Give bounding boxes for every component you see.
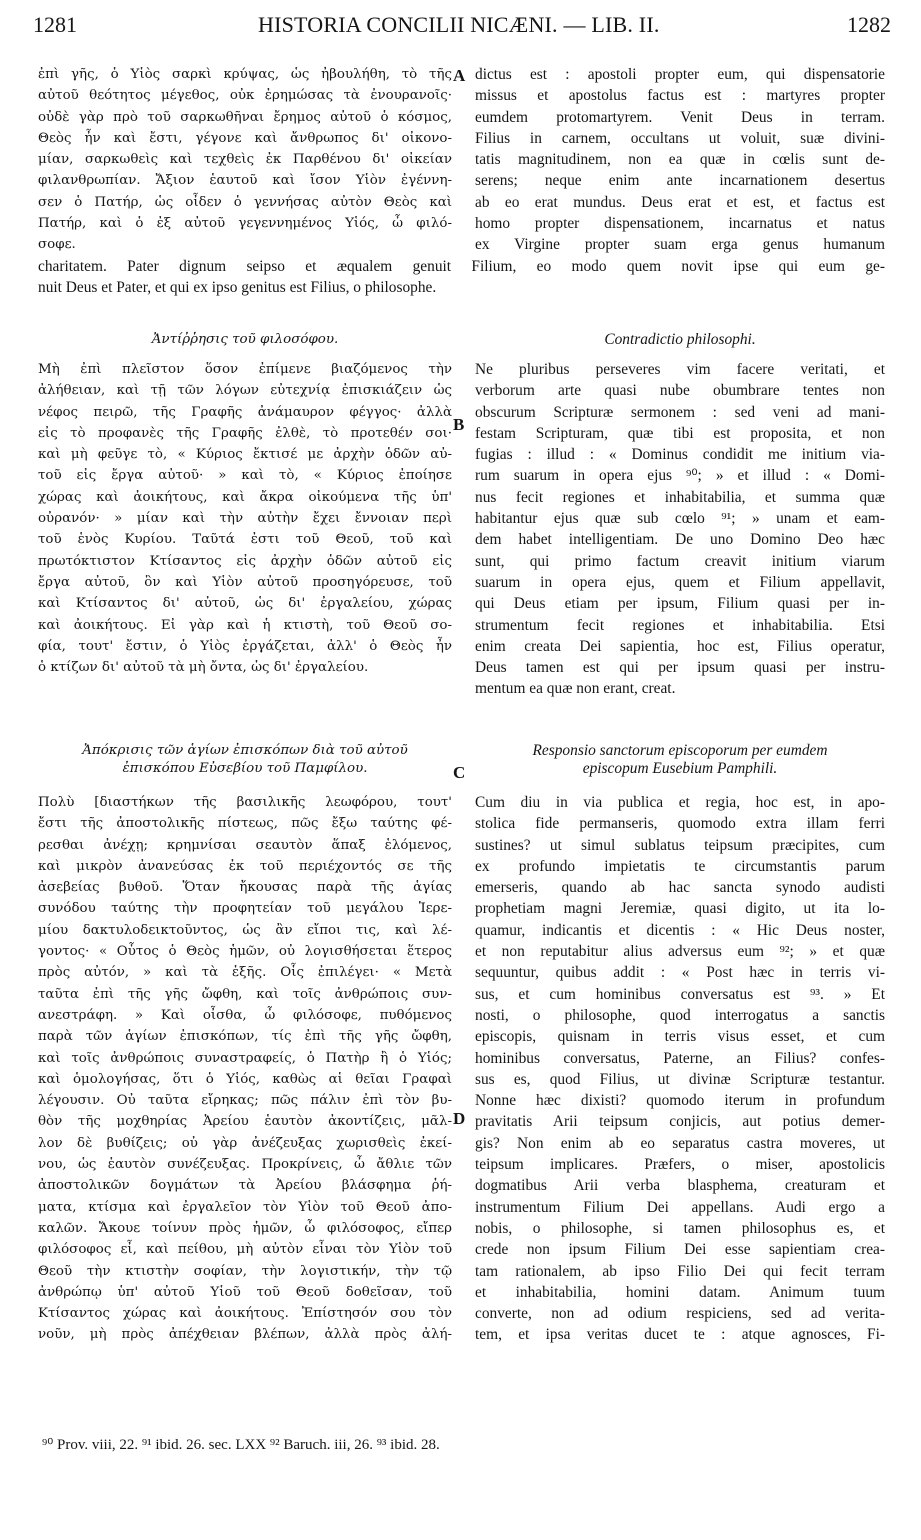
text-line: sunt, qui primo factum creavit initium viarum <box>475 552 885 570</box>
title-line: episcopum Eusebium Pamphili. <box>582 759 778 777</box>
text-line: πρὸς αὐτόν, » καὶ τὰ ἑξῆς. Οἷς ἐπιλέγει· « Μετὰ <box>38 965 452 981</box>
text-line: εἰς τὸ προφανὲς τῆς Γραφῆς ἐλθὲ, τὸ προτεθέν σοι· <box>38 425 452 441</box>
text-line: Deus tamen est qui per ipsum quasi per instru- <box>475 659 885 677</box>
text-line: ὁ κτίζων δι' αὐτοῦ τὰ μὴ ὄντα, ὡς δι' ἐργαλείου. <box>38 660 369 676</box>
text-line: quamur, indicantis et dicentis : « Hic Deus noster, <box>475 921 885 939</box>
text-line: τοῦ εἰς ἔργα αὐτοῦ· » καὶ τὸ, « Κύριος ἐποίησε <box>38 468 452 484</box>
running-title: HISTORIA CONCILII NICÆNI. — LIB. II. <box>258 12 660 37</box>
latin-section-title-1: Contradictio philosophi. <box>604 331 756 348</box>
text-line: αὐτοῦ θεότητος μέγεθος, οὐκ ἐρημώσας τὰ ἐνουρανοῖς· <box>38 88 452 104</box>
text-line: πρωτόκτιστον Κτίσαντος εἰς ἀρχὴν ὁδῶν αὐτοῦ εἰς <box>38 553 452 569</box>
text-line: episcopis, quisnam in terris visus esset, et cum <box>475 1028 885 1046</box>
text-line: καὶ Κτίσαντος δι' αὐτοῦ, ὡς δι' ἐργαλείου, χώρας <box>38 596 452 612</box>
text-line: rum suarum in opera ejus ⁹⁰; » et illud : « Domi- <box>475 467 885 485</box>
text-line: Θεοῦ τὴν κτιστὴν σοφίαν, τὴν λογιστικήν, τὴν τῷ <box>38 1263 452 1279</box>
text-line: καὶ μικρὸν ἀνανεύσας ἐκ τοῦ περιέχοντός σε τῆς <box>38 858 452 874</box>
text-line: παρὰ τῶν ἁγίων ἐπισκόπων, τίς ἐπὶ τῆς γῆς ὤφθη, <box>38 1029 452 1045</box>
text-line: strumentum fecit regiones et inhabitabilia. Etsi <box>475 616 885 634</box>
title-line: Ἀπόκρισις τῶν ἁγίων ἐπισκόπων διὰ τοῦ αὐτοῦ <box>82 743 408 758</box>
margin-letter-b: B <box>453 415 465 434</box>
latin-column-section-2 <box>475 792 885 1346</box>
text-line: ἀνθρώπῳ ὑπ' αὐτοῦ Υἱοῦ τοῦ Θεοῦ δοθεῖσαν, τοῦ <box>38 1284 452 1300</box>
text-line: νέφος πειρῶ, τῆς Γραφῆς ἀνάμαυρον φέγγος· ἀλλὰ <box>38 404 452 420</box>
text-line: ρεσθαι ἀνέχῃ; κρημνίσαι σεαυτὸν ἅπαξ ἑλόμενος, <box>38 837 452 853</box>
text-line: Πατήρ, καὶ ὁ ἐξ αὐτοῦ γεγεννημένος Υἱός, ὦ φιλό- <box>38 216 452 232</box>
text-line: eumdem protomartyrem. Venit Deus in terram. <box>475 108 885 126</box>
text-line: ματα, κτίσμα καὶ ἐργαλεῖον τὸν Υἱὸν τοῦ Θεοῦ ἀπο- <box>38 1199 452 1215</box>
text-line: μίου δακτυλοδεικτοῦντος, ὡς ἂν εἴποι τις, καὶ λέ- <box>38 922 452 938</box>
text-line: dogmatibus Arii verba blasphema, creaturam et <box>475 1177 885 1195</box>
text-line: ανεστράφη. » Καὶ οἶσθα, ὦ φιλόσοφε, πυθόμενος <box>38 1007 452 1023</box>
text-line: et non reputabitur alius adversus eum ⁹²; » et quæ <box>475 943 885 961</box>
text-line: θὸν τῆς μοχθηρίας Ἀρείου ἑαυτὸν ἀκοντίζεις, μᾶλ- <box>38 1114 452 1130</box>
text-line: hominibus conversatus, Paterne, an Filius? confes- <box>475 1049 885 1067</box>
greek-section-title-1: Ἀντίῤῥησις τοῦ φιλοσόφου. <box>151 332 339 347</box>
text-line: gis? Non enim ab eo separatus castra moveres, ut <box>475 1134 885 1152</box>
text-line: ab eo erat mundus. Deus erat et est, et factus est <box>475 193 885 211</box>
greek-column-section-1 <box>38 359 452 678</box>
text-line: festam Scripturam, quæ tibi est proposita, et non <box>475 424 885 442</box>
text-line: enim creata Dei sapientia, hoc est, Filius operatur, <box>475 637 885 655</box>
text-line: φία, τουτ' ἔστιν, ὁ Υἱὸς ἐργάζεται, ἀλλ' ὁ Θεὸς ἦν <box>38 638 452 654</box>
title-line: ἐπισκόπου Εὐσεβίου τοῦ Παμφίλου. <box>122 760 368 776</box>
latin-section-title-2 <box>475 742 885 777</box>
text-line: dictus est : apostoli propter eum, qui dispensatorie <box>475 66 885 83</box>
text-line: emerseris, quando ab hac sancta synodo audisti <box>475 879 885 897</box>
text-line: pravitatis Arii teipsum conjicis, aut potius demer- <box>475 1113 885 1131</box>
text-line: teipsum implicares. Præfers, o miser, apostolicis <box>475 1156 885 1174</box>
text-line: καὶ ὁμολογήσας, ὅτι ὁ Υἱός, καθὼς αἱ θεῖαι Γραφαὶ <box>38 1071 452 1087</box>
text-line: tem, et ipsa veritas ducet te : atque agnosces, Fi- <box>475 1326 885 1344</box>
text-line: sustines? ut simul sublatus teipsum præcipites, cum <box>475 836 885 854</box>
text-line: mentum ea quæ non erant, creat. <box>475 680 676 698</box>
latin-column-section-1 <box>475 359 885 700</box>
text-line: ταῦτα ἐπὶ τῆς γῆς ὤφθη, καὶ τοῖς ἀνθρώποις συν- <box>38 986 452 1002</box>
text-line: tatis magnitudinem, non ea quæ in cœlis sunt de- <box>475 151 885 169</box>
text-line: ἔστι τῆς ἀποστολικῆς πίστεως, πῶς ἔξω ταύτης φέ- <box>38 816 452 832</box>
text-line: charitatem. Pater dignum seipso et æqualem genuit Filium, eo modo quem novit ipse qui eum ge- <box>38 258 885 275</box>
text-line: verborum arte quasi nube obumbrare tentes non <box>475 382 885 400</box>
text-line: νοῦν, μὴ πρὸς ἀπέχθειαν βλέπων, ἀλλὰ πρὸς ἀλή- <box>38 1327 452 1343</box>
text-line: sus es, quod Filius, ut divinæ Scripturæ testantur. <box>475 1070 885 1088</box>
greek-column-top <box>38 64 452 256</box>
greek-column-section-2 <box>38 792 452 1346</box>
margin-letter-d: D <box>453 1109 466 1128</box>
footnotes: ⁹⁰ Prov. viii, 22. ⁹¹ ibid. 26. sec. LXX ⁹² Baruch. iii, 26. ⁹³ ibid. 28. <box>42 1437 440 1453</box>
text-line: ἀσεβείας βυθοῦ. Ὅταν ἤκουσας παρὰ τῆς ἁγίας <box>38 880 452 896</box>
text-line: ex Virgine propter suam erga genus humanum <box>475 236 885 254</box>
margin-letter-c: C <box>453 763 466 782</box>
text-line: λον δὲ βυθίζεις; οὐ γὰρ ἀνέζευξας χωρισθεὶς ἐκεί- <box>38 1135 452 1151</box>
text-line: νου, ὡς ἑαυτὸν συνέζευξας. Προκρίνεις, ὦ ἄθλιε τῶν <box>38 1157 452 1173</box>
text-line: serens; neque enim ante incarnationem desertus <box>475 172 885 190</box>
text-line: crede non ipsum Filium Dei esse sapientiam crea- <box>475 1241 885 1259</box>
margin-letter-a: A <box>453 66 466 85</box>
text-line: ἀποστολικῶν δογμάτων τὰ Ἀρείου βλάσφημα ῥή- <box>38 1178 452 1194</box>
text-line: λέγουσιν. Οὐ ταῦτα εἴρηκας; πῶς πάλιν ἐπὶ τὸν βυ- <box>38 1093 452 1109</box>
text-line: instrumentum Filium Dei appellans. Audi ergo a <box>475 1198 885 1216</box>
text-line: Filius in carnem, occultans ut voluit, suæ divini- <box>475 129 885 147</box>
text-line: habitantur ejus quæ sub cœlo ⁹¹; » unam et eam- <box>475 510 885 528</box>
text-line: et inhabitabilia, homini datam. Animum tuum <box>475 1283 885 1301</box>
text-line: γοντος· « Οὗτος ὁ Θεὸς ἡμῶν, οὐ λογισθήσεται ἕτερος <box>38 944 452 960</box>
text-line: Κτίσαντος χώρας καὶ ἀοικήτους. Ἐπίστησόν σου τὸν <box>38 1306 452 1322</box>
text-line: Cum diu in via publica et regia, hoc est, in apo- <box>475 794 885 811</box>
text-line: συνόδου ταύτης τὴν προφητείαν τοῦ μεγάλου Ἱερε- <box>38 901 452 917</box>
text-line: σοφε. <box>38 237 76 253</box>
text-line: ἐπὶ γῆς, ὁ Υἱὸς σαρκὶ κρύψας, ὡς ἠβουλήθη, τὸ τῆς <box>38 67 452 82</box>
text-line: Nonne hæc dixisti? quomodo iterum in profundum <box>475 1092 885 1110</box>
text-line: σεν ὁ Πατήρ, ὡς οἶδεν ὁ γεννήσας αὐτὸν Θεὸς καὶ <box>38 194 452 210</box>
text-line: obscurum Scripturæ sermonem : sed veni ad mani- <box>475 403 885 421</box>
page-number-right: 1282 <box>847 12 891 37</box>
text-line: οὐδὲ γὰρ πρὸ τοῦ σαρκωθῆναι ἔρημος αὐτοῦ ὁ κόσμος, <box>38 109 452 125</box>
text-line: φιλανθρωπίαν. Ἄξιον ἑαυτοῦ καὶ ἴσον Υἱὸν ἐγέννη- <box>38 173 452 189</box>
text-line: ἔργα αὐτοῦ, ὃν καὶ Υἱὸν αὐτοῦ προσηγόρευσε, τοῦ <box>38 574 452 590</box>
text-line: nosti, o philosophe, quod interrogatus a sanctis <box>475 1006 885 1024</box>
latin-column-top <box>475 64 885 256</box>
text-line: nuit Deus et Pater, et qui ex ipso genitus est Filius, o philosophe. <box>38 279 437 297</box>
text-line: οὐρανόν· » μίαν καὶ τὴν αὐτὴν ἔχει ἔννοιαν περὶ <box>38 511 452 527</box>
text-line: sequuntur, quibus addit : « Post hæc in terris vi- <box>475 964 885 982</box>
text-line: suarum in opera ejus, quem et Filium appellavit, <box>475 573 885 591</box>
text-line: prophetiam magni Jeremiæ, quasi digito, ut ita lo- <box>475 900 885 918</box>
text-line: τοῦ ἑνὸς Κυρίου. Ταῦτά ἐστι τοῦ Θεοῦ, τοῦ καὶ <box>38 532 452 548</box>
text-line: stolica fide permanseris, quomodo extra illam ferri <box>475 815 885 833</box>
title-line: Responsio sanctorum episcoporum per eumdem <box>532 742 828 759</box>
text-line: Μὴ ἐπὶ πλεῖστον ὅσον ἐπίμενε βιαζόμενος τὴν <box>38 362 452 377</box>
text-line: καὶ τοῖς ἀνθρώποις συναστραφείς, ὁ Πατὴρ ἢ ὁ Υἱός; <box>38 1050 452 1066</box>
text-line: missus et apostolus factus est : martyres propter <box>475 87 885 105</box>
text-line: καὶ ἀοικήτους. Εἰ γὰρ καὶ ἡ κτιστὴ, τοῦ Θεοῦ σο- <box>38 617 452 633</box>
text-line: Θεὸς ἦν καὶ ἔστι, γέγονε καὶ ἄνθρωπος δι' οἰκονο- <box>38 130 452 146</box>
text-line: Ne pluribus perseveres vim facere veritati, et <box>475 361 885 378</box>
text-line: καλῶν. Ἄκουε τοίνυν πρὸς ἡμῶν, ὦ φιλόσοφος, εἴπερ <box>38 1220 452 1236</box>
text-line: Πολὺ [διαστήκων τῆς βασιλικῆς λεωφόρου, τουτ' <box>38 795 452 810</box>
text-line: χώρας καὶ ἀοικήτους, καὶ ἄκρα οἰκούμενα τῆς ὑπ' <box>38 489 452 505</box>
text-line: sus, et cum hominibus conversatus est ⁹³. » Et <box>475 985 885 1003</box>
page-number-left: 1281 <box>33 12 77 37</box>
text-line: qui Deus etiam per ipsum, Filium quasi per in- <box>475 595 885 613</box>
text-line: nus fecit regiones et inhabitabilia, et summa quæ <box>475 488 885 506</box>
text-line: καὶ μὴ φεῦγε τὸ, « Κύριος ἔκτισέ με ἀρχὴν ὁδῶν αὐ- <box>38 447 452 463</box>
text-line: φιλόσοφος εἶ, καὶ πείθου, μὴ αὐτὸν εἶναι τὸν Υἱὸν τοῦ <box>38 1242 452 1258</box>
text-line: tam rationalem, ab ipso Filio Dei qui fecit terram <box>475 1262 885 1280</box>
text-line: homo propter dispensationem, incarnatus et natus <box>475 215 885 233</box>
text-line: converte, non ad odium respiciens, sed ad verita- <box>475 1305 885 1323</box>
greek-section-title-2 <box>38 742 452 777</box>
text-line: μίαν, σαρκωθεὶς καὶ τεχθεὶς ἐκ Παρθένου δι' οἰκείαν <box>38 152 452 168</box>
text-line: fugias : illud : « Dominus condidit me initium via- <box>475 446 885 464</box>
text-line: ex profundo impietatis te circumstantis parum <box>475 857 885 875</box>
text-line: ἀλήθειαν, καὶ τῇ τῶν λόγων εὐτεχνίᾳ ἐπισκιάζειν ὡς <box>38 383 452 399</box>
text-line: dem habet intelligentiam. De uno Domino Deo hæc <box>475 531 885 549</box>
latin-full-width-lines <box>38 256 885 299</box>
text-line: nobis, o philosophe, si tamen philosophus es, et <box>475 1219 885 1237</box>
